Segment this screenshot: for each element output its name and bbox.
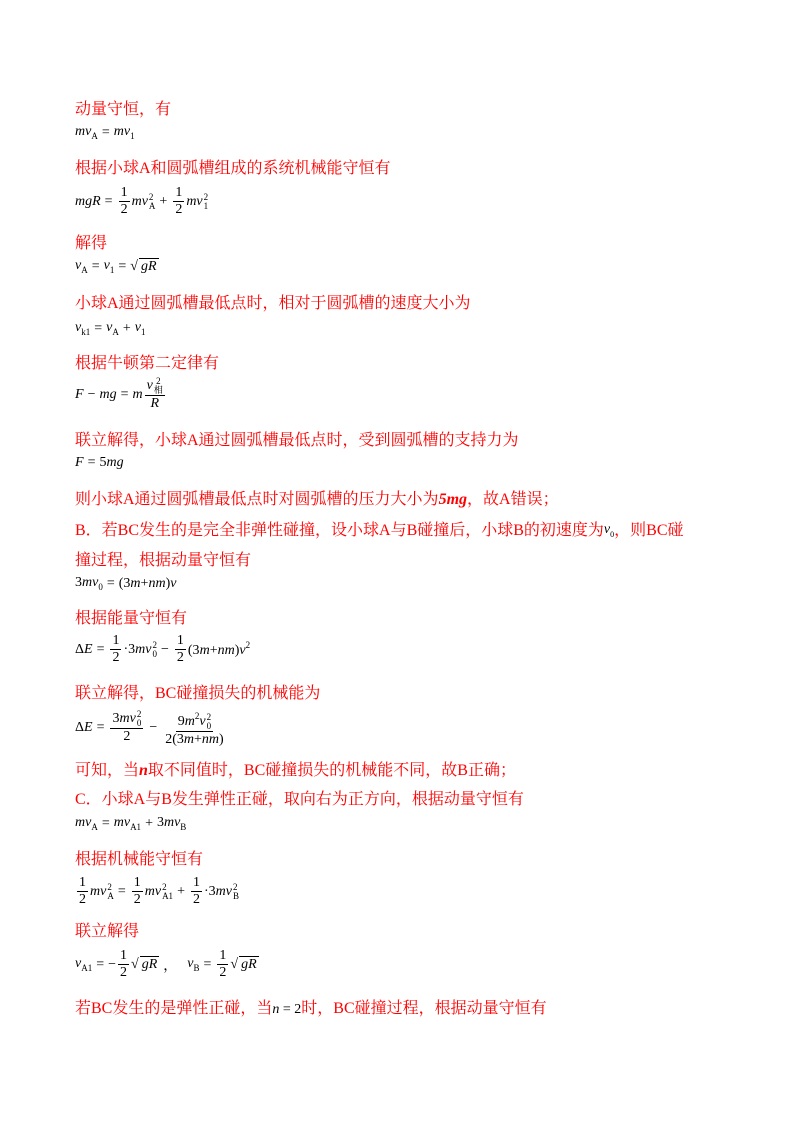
equation-energy-mgr: mgR = $\frac{1}{2}$ mv 2 A + $\frac{1}{2}$ mv 2 1 (75, 185, 209, 217)
equation-elastic-result: $v_{A1}$ = − $\frac{1}{2}$ √ gR ， $v_B$ = $\frac{1}{2}$ √ gR (75, 948, 257, 980)
value-5mg: 5mg (438, 491, 468, 508)
equation-elastic-momentum: $mv_A$ = $mv_{A1}$ + $3mv_B$ (75, 815, 187, 832)
text-option-b-conclusion: 可知，当n取不同值时，BC碰撞损失的机械能不同，故B正确； (75, 762, 516, 779)
text-collision-momentum: 撞过程，根据动量守恒有 (75, 552, 252, 569)
equation-elastic-energy: $\frac{1}{2}$ mv 2 A = $\frac{1}{2}$ mv 2 A1 + $\frac{1}{2}$ ·3mv 2 B (79, 875, 239, 907)
symbol-n: n (139, 762, 148, 779)
text-solve-2: 联立解得 (75, 923, 140, 940)
condition-n-equals-2: n = 2 (272, 1002, 302, 1017)
text-elastic-bc: 若BC发生的是弹性正碰，当n = 2时，BC碰撞过程，根据动量守恒有 (75, 1000, 547, 1017)
text-mechanical-energy: 根据机械能守恒有 (75, 851, 204, 868)
text-relative-speed: 小球A通过圆弧槽最低点时，相对于圆弧槽的速度大小为 (75, 295, 471, 312)
text-pressure-conclusion: 则小球A通过圆弧槽最低点时对圆弧槽的压力大小为5mg，故A错误； (75, 491, 559, 508)
equation-inelastic-momentum: $3mv_0$ = (3m+nm)v (75, 575, 177, 592)
equation-relative-velocity: $v_{k1}$ = $v_A$ + $v_1$ (75, 320, 146, 337)
text-newton-second-law: 根据牛顿第二定律有 (75, 355, 220, 372)
text-momentum-conservation: 动量守恒，有 (75, 101, 172, 118)
text-option-c-intro: C．小球A与B发生弹性正碰，取向右为正方向，根据动量守恒有 (75, 791, 524, 808)
equation-energy-loss-result: ΔE = 3mv 2 0 2 − $9m^2v$ 2 0 2(3m+nm) (75, 709, 224, 747)
text-energy-conservation: 根据能量守恒有 (75, 610, 188, 627)
equation-energy-loss: ΔE = $\frac{1}{2}$ ·3mv 2 0 − $\frac{1}{2}$ $(3m+nm)v^2$ (75, 633, 251, 665)
equation-newton: F − mg = m v 2 相 R (75, 376, 163, 411)
equation-velocity-sqrt-gr: $v_A$ = $v_1$ = √ gR (75, 258, 157, 275)
text-solve: 解得 (75, 235, 108, 252)
text-energy-system: 根据小球A和圆弧槽组成的系统机械能守恒有 (75, 160, 391, 177)
symbol-v0: $v_0$ (603, 522, 615, 539)
text-support-force: 联立解得，小球A通过圆弧槽最低点时，受到圆弧槽的支持力为 (75, 432, 519, 449)
equation-momentum-a: $mv_A$ = $mv_1$ (75, 124, 135, 141)
text-energy-loss-result: 联立解得，BC碰撞损失的机械能为 (75, 685, 321, 702)
text-option-b-intro: B．若BC发生的是完全非弹性碰撞，设小球A与B碰撞后，小球B的初速度为$v_0$，则BC碰 (75, 522, 684, 539)
equation-force-5mg: F = 5mg (75, 455, 124, 470)
